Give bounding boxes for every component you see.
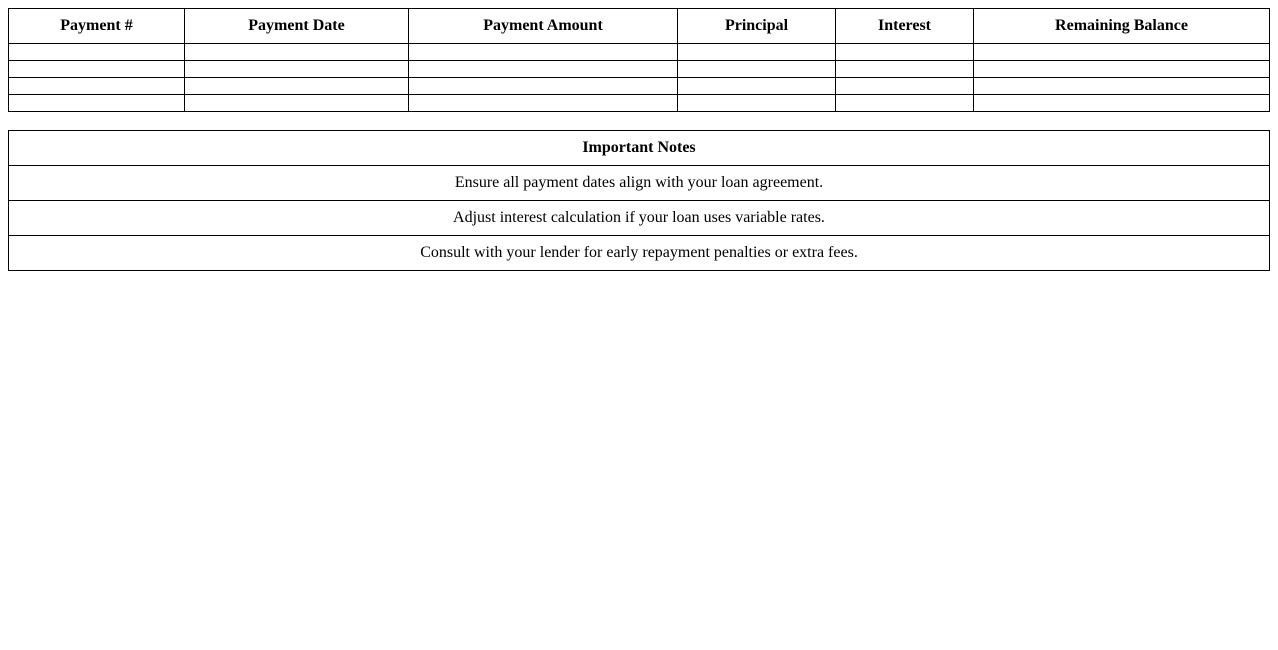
table-cell xyxy=(409,44,678,61)
column-header-payment-date: Payment Date xyxy=(185,9,409,44)
important-notes-table xyxy=(8,130,1270,271)
column-header-remaining-balance: Remaining Balance xyxy=(974,9,1270,44)
table-cell xyxy=(409,95,678,112)
table-cell xyxy=(185,44,409,61)
table-header-row xyxy=(9,9,1270,44)
column-header-principal: Principal xyxy=(678,9,836,44)
notes-row xyxy=(9,236,1270,271)
column-header-interest: Interest xyxy=(836,9,974,44)
note-item: Consult with your lender for early repayment penalties or extra fees. xyxy=(9,236,1270,271)
table-cell xyxy=(9,95,185,112)
table-cell xyxy=(185,95,409,112)
note-item: Ensure all payment dates align with your loan agreement. xyxy=(9,166,1270,201)
note-item: Adjust interest calculation if your loan uses variable rates. xyxy=(9,201,1270,236)
column-header-payment-amount: Payment Amount xyxy=(409,9,678,44)
table-cell xyxy=(974,78,1270,95)
table-cell xyxy=(974,95,1270,112)
table-cell xyxy=(836,95,974,112)
table-cell xyxy=(409,61,678,78)
notes-title: Important Notes xyxy=(9,131,1270,166)
notes-row xyxy=(9,166,1270,201)
payment-schedule-table xyxy=(8,8,1270,112)
table-cell xyxy=(678,44,836,61)
table-row xyxy=(9,95,1270,112)
table-cell xyxy=(409,78,678,95)
table-cell xyxy=(836,44,974,61)
table-row xyxy=(9,44,1270,61)
table-cell xyxy=(9,44,185,61)
table-cell xyxy=(678,95,836,112)
table-cell xyxy=(678,61,836,78)
table-row xyxy=(9,78,1270,95)
column-header-payment-number: Payment # xyxy=(9,9,185,44)
table-cell xyxy=(836,61,974,78)
notes-header-row xyxy=(9,131,1270,166)
table-cell xyxy=(9,61,185,78)
table-row xyxy=(9,61,1270,78)
table-cell xyxy=(974,61,1270,78)
table-cell xyxy=(836,78,974,95)
table-cell xyxy=(185,61,409,78)
table-cell xyxy=(9,78,185,95)
table-cell xyxy=(678,78,836,95)
table-cell xyxy=(974,44,1270,61)
notes-row xyxy=(9,201,1270,236)
table-cell xyxy=(185,78,409,95)
